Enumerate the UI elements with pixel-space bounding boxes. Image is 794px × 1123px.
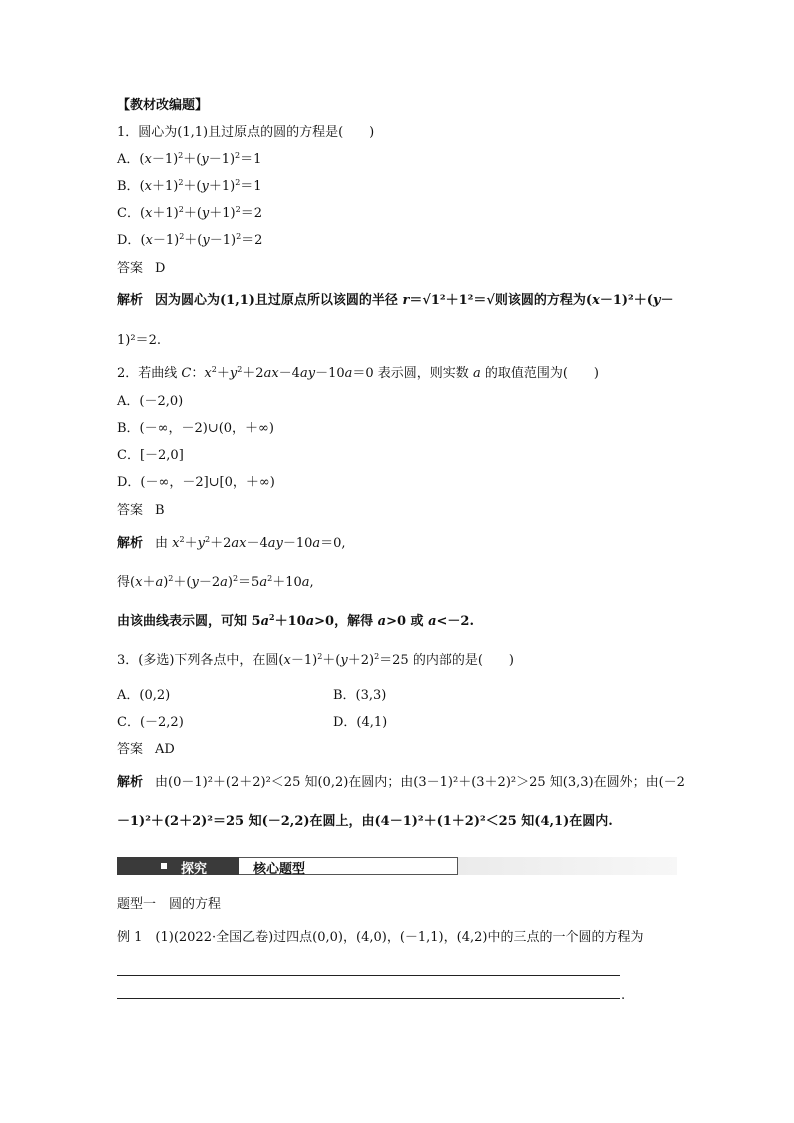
q3-stem: 3．(多选)下列各点中，在圆$(x-1)^2+(y+2)^2=25$ 的内部的是( ) [117,652,514,668]
q2-analysis-2: 得$(x+a)^2+(y-2a)^2=5a^2+10a$, [117,574,314,590]
banner-square-icon [161,863,167,869]
blank-end-period: . [621,988,626,1003]
banner-left-label: 探究 [181,862,208,877]
banner-right-label: 核心题型 [253,862,306,877]
q2-stem: 2．若曲线 C：$x^2+y^2+2ax-4ay-10a=0$ 表示圆，则实数 a 的取值范围为( ) [117,365,599,381]
topic-heading: 题型一 圆的方程 [117,897,222,912]
q3-option-d: D．(4,1) [333,715,388,730]
q2-option-d: D．(－∞，－2]∪[0，＋∞) [117,475,275,490]
q2-option-b: B．(－∞，－2)∪(0，＋∞) [117,421,274,436]
q1-answer: 答案 D [117,261,166,276]
q3-analysis-2: －1)²＋(2＋2)²＝25 知(－2,2)在圆上，由(4－1)²＋(1＋2)²＜25 知(4,1)在圆内. [117,814,613,829]
q3-option-a: A．(0,2) [117,688,171,703]
q1-option-b: B．$(x+1)^2+(y+1)^2=1$ [117,178,262,194]
q2-answer: 答案 B [117,503,165,518]
q1-analysis: 解析 因为圆心为(1,1)且过原点所以该圆的半径 r＝√1²＋1²＝√则该圆的方程为(x－1)²＋(y－ [117,293,674,308]
q1-option-c: C．$(x+1)^2+(y+1)^2=2$ [117,205,262,221]
q3-option-c: C．(－2,2) [117,715,184,730]
q1-option-a: A．$(x-1)^2+(y-1)^2=1$ [117,151,262,167]
q1-stem: 1．圆心为(1,1)且过原点的圆的方程是( ) [117,125,375,140]
q1-analysis-end: 1)²＝2. [117,333,161,348]
example-1: 例 1 (1)(2022·全国乙卷)过四点(0,0)，(4,0)，(－1,1)，(4,2)中的三点的一个圆的方程为 [117,930,644,945]
q3-analysis-1: 解析 由(0－1)²＋(2＋2)²＜25 知(0,2)在圆内；由(3－1)²＋(3＋2)²＞25 知(3,3)在圆外；由(－2 [117,775,685,790]
section-tag: 【教材改编题】 [117,98,209,113]
q2-analysis-1: 解析 由 $x^2+y^2+2ax-4ay-10a=0$, [117,535,346,551]
q2-analysis-3: 由该曲线表示圆，可知 $5a^2+10a>0$，解得 a>0 或 a<－2. [117,612,474,629]
q1-option-d: D．$(x-1)^2+(y-1)^2=2$ [117,232,263,248]
banner-dark-block [117,857,239,875]
q3-answer: 答案 AD [117,742,175,757]
section-banner [117,857,677,875]
answer-blank-line-1 [117,975,620,976]
q2-option-a: A．(－2,0) [117,394,184,409]
answer-blank-line-2 [117,998,620,999]
q3-option-b: B．(3,3) [333,688,387,703]
q2-option-c: C．[－2,0] [117,448,184,463]
